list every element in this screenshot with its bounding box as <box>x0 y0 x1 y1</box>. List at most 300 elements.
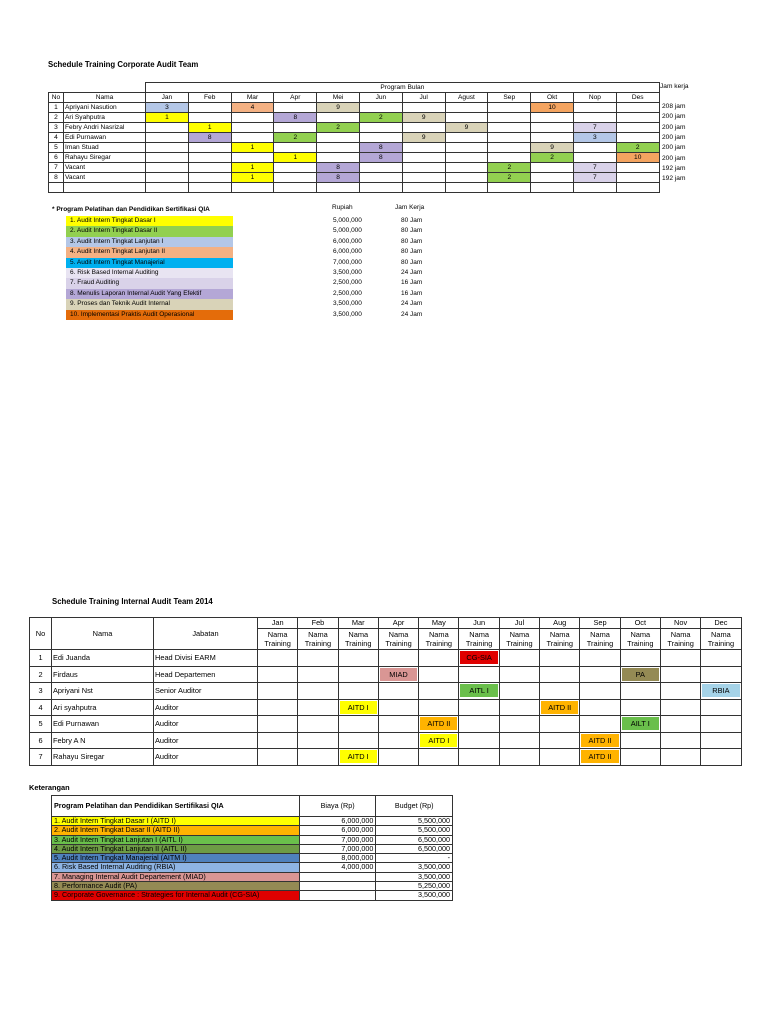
legend1-rupiah: 6,000,000 <box>333 237 362 245</box>
legend1-item: 2. Audit Intern Tingkat Dasar II <box>66 226 233 236</box>
schedule-cell <box>499 716 539 733</box>
biaya-value <box>299 891 376 900</box>
schedule-cell <box>298 732 338 749</box>
program-name: 8. Performance Audit (PA) <box>52 882 300 891</box>
schedule-cell <box>620 716 660 733</box>
row-no: 2 <box>30 666 52 683</box>
schedule-cell <box>298 650 338 667</box>
training-code-cell: 9 <box>531 143 574 153</box>
month-header-nop: Nop <box>573 93 616 103</box>
schedule-cell <box>274 143 317 153</box>
training-code-cell: 3 <box>573 133 616 143</box>
schedule-cell <box>620 699 660 716</box>
legend1-jam: 16 Jam <box>401 279 423 287</box>
empty-cell <box>616 183 659 193</box>
training-code-cell: 3 <box>146 103 189 113</box>
schedule-cell <box>298 666 338 683</box>
schedule-cell <box>378 749 418 766</box>
schedule-cell <box>338 716 378 733</box>
row-name: Vacant <box>64 163 146 173</box>
budget-value: 3,500,000 <box>376 891 453 900</box>
legend1-jam: 80 Jam <box>401 248 423 256</box>
schedule-cell <box>231 123 274 133</box>
legend1-jam: 16 Jam <box>401 289 423 297</box>
budget-table <box>51 795 453 901</box>
program-name: 9. Corporate Governance : Strategies for Internal Audit (CG-SIA) <box>52 891 300 900</box>
schedule-cell <box>258 716 298 733</box>
training-code: AITD II <box>420 717 457 730</box>
program-name: 2. Audit Intern Tingkat Dasar II (AITD II) <box>52 826 300 835</box>
col-jabatan-header: Jabatan <box>154 618 258 650</box>
col-no-header: No <box>49 93 64 103</box>
schedule-cell <box>540 749 580 766</box>
empty-cell <box>488 183 531 193</box>
program-name: 4. Audit Intern Tingkat Lanjutan II (AITL II) <box>52 844 300 853</box>
month-header-feb: Feb <box>188 93 231 103</box>
nama-training-subheader: Nama Training <box>419 629 459 650</box>
schedule1-row <box>49 133 660 143</box>
row-jabatan: Head Divisi EARM <box>154 650 258 667</box>
training-code: AITL I <box>460 684 497 697</box>
training-code-cell: 9 <box>445 123 488 133</box>
training-code-cell: 2 <box>488 163 531 173</box>
nama-training-subheader: Nama Training <box>540 629 580 650</box>
legend1-rupiah-column <box>333 216 362 320</box>
training-code-cell: 2 <box>616 143 659 153</box>
row-name: Iman Stuad <box>64 143 146 153</box>
schedule-cell <box>231 113 274 123</box>
schedule-cell <box>531 123 574 133</box>
legend1-item: 9. Proses dan Teknik Audit Internal <box>66 299 233 309</box>
empty-cell <box>49 183 64 193</box>
schedule-cell <box>188 143 231 153</box>
biaya-value: 6,000,000 <box>299 817 376 826</box>
training-code-cell: 2 <box>317 123 360 133</box>
training-code-cell: 9 <box>402 113 445 123</box>
row-no: 1 <box>30 650 52 667</box>
legend1-item: 5. Audit Intern Tingkat Manajerial <box>66 258 233 268</box>
training-code: AITD II <box>581 734 618 747</box>
schedule-cell <box>338 666 378 683</box>
schedule-cell <box>701 650 741 667</box>
schedule-cell <box>540 699 580 716</box>
schedule-cell <box>258 650 298 667</box>
row-no: 5 <box>49 143 64 153</box>
legend1-item: 3. Audit Intern Tingkat Lanjutan I <box>66 237 233 247</box>
schedule1-row <box>49 173 660 183</box>
schedule-cell <box>616 123 659 133</box>
training-code-cell: 8 <box>317 173 360 183</box>
legend1-jam: 24 Jam <box>401 269 423 277</box>
training-code: AITD I <box>340 750 377 763</box>
schedule1-row <box>49 123 660 133</box>
schedule-cell <box>258 683 298 700</box>
training-code-cell: 8 <box>274 113 317 123</box>
schedule-cell <box>573 113 616 123</box>
schedule-cell <box>531 133 574 143</box>
schedule1-row <box>49 103 660 113</box>
legend1-rupiah: 7,000,000 <box>333 258 362 266</box>
jam-kerja-value: 200 jam <box>662 154 686 162</box>
budget-value: 3,500,000 <box>376 872 453 881</box>
month-header-apr: Apr <box>378 618 418 629</box>
schedule-cell <box>419 650 459 667</box>
legend1-item: 10. Implementasi Praktis Audit Operasional <box>66 310 233 320</box>
schedule1-title: Schedule Training Corporate Audit Team <box>48 60 199 69</box>
schedule-cell <box>580 650 620 667</box>
nama-training-subheader: Nama Training <box>298 629 338 650</box>
schedule-cell <box>317 113 360 123</box>
jam-kerja-value: 192 jam <box>662 175 686 183</box>
training-code-cell: 1 <box>231 163 274 173</box>
training-code-cell: 7 <box>573 163 616 173</box>
schedule-cell <box>573 143 616 153</box>
schedule-cell <box>378 716 418 733</box>
budget-header-row <box>52 796 453 817</box>
schedule-cell <box>620 683 660 700</box>
training-code-cell: 2 <box>531 153 574 163</box>
schedule-cell <box>188 163 231 173</box>
schedule-cell <box>146 123 189 133</box>
training-code-cell: 2 <box>488 173 531 183</box>
training-code: AITD II <box>541 701 578 714</box>
training-code-cell: 8 <box>317 163 360 173</box>
legend1-jam: 80 Jam <box>401 258 423 266</box>
training-code-cell: 1 <box>146 113 189 123</box>
schedule-cell <box>445 153 488 163</box>
row-jabatan: Auditor <box>154 732 258 749</box>
row-no: 6 <box>49 153 64 163</box>
nama-training-subheader: Nama Training <box>338 629 378 650</box>
schedule2-month-row <box>30 618 742 629</box>
schedule-cell <box>359 103 402 113</box>
schedule-cell <box>402 143 445 153</box>
schedule-cell <box>445 103 488 113</box>
schedule2-row <box>30 666 742 683</box>
schedule-cell <box>378 683 418 700</box>
row-name: Vacant <box>64 173 146 183</box>
budget-row <box>52 844 453 853</box>
month-header-nov: Nov <box>660 618 700 629</box>
legend1-item: 8. Menulis Laporan Internal Audit Yang Efektif <box>66 289 233 299</box>
schedule-cell <box>616 103 659 113</box>
schedule-cell <box>188 153 231 163</box>
schedule-cell <box>620 732 660 749</box>
schedule-cell <box>531 173 574 183</box>
schedule-cell <box>402 123 445 133</box>
schedule1-row <box>49 113 660 123</box>
month-header-okt: Okt <box>531 93 574 103</box>
schedule1-empty-row <box>49 183 660 193</box>
schedule-cell <box>616 113 659 123</box>
row-no: 5 <box>30 716 52 733</box>
schedule-cell <box>378 650 418 667</box>
schedule-cell <box>620 650 660 667</box>
schedule-cell <box>459 666 499 683</box>
month-header-mei: Mei <box>317 93 360 103</box>
training-code: AITD II <box>581 750 618 763</box>
legend1-rupiah: 5,000,000 <box>333 217 362 224</box>
month-header-des: Des <box>616 93 659 103</box>
training-code-cell: 8 <box>359 153 402 163</box>
schedule1-header-row-1 <box>49 83 660 93</box>
schedule-cell <box>660 650 700 667</box>
row-no: 6 <box>30 732 52 749</box>
schedule2-title: Schedule Training Internal Audit Team 2014 <box>52 597 213 606</box>
schedule-cell <box>419 716 459 733</box>
schedule1-blank <box>64 83 146 93</box>
training-code-cell: 1 <box>188 123 231 133</box>
program-name: 1. Audit Intern Tingkat Dasar I (AITD I) <box>52 817 300 826</box>
row-name: Apriyani Nasution <box>64 103 146 113</box>
keterangan-label: Keterangan <box>29 783 70 792</box>
month-header-agust: Agust <box>445 93 488 103</box>
row-no: 7 <box>30 749 52 766</box>
schedule-cell <box>459 699 499 716</box>
schedule-cell <box>359 123 402 133</box>
schedule-cell <box>258 699 298 716</box>
schedule-cell <box>419 683 459 700</box>
schedule-cell <box>359 163 402 173</box>
budget-value: 6,500,000 <box>376 835 453 844</box>
budget-value: 5,500,000 <box>376 826 453 835</box>
training-code-cell: 1 <box>231 173 274 183</box>
row-no: 1 <box>49 103 64 113</box>
schedule1-row <box>49 143 660 153</box>
budget-row <box>52 882 453 891</box>
row-no: 3 <box>30 683 52 700</box>
schedule-cell <box>298 699 338 716</box>
schedule-cell <box>298 749 338 766</box>
legend1-rupiah: 3,500,000 <box>333 300 362 308</box>
schedule-cell <box>146 133 189 143</box>
legend1-item: 1. Audit Intern Tingkat Dasar I <box>66 216 233 226</box>
schedule-cell <box>660 716 700 733</box>
schedule-cell <box>499 666 539 683</box>
budget-row <box>52 817 453 826</box>
training-code: AILT I <box>622 717 659 730</box>
schedule-cell <box>258 666 298 683</box>
month-header-aug: Aug <box>540 618 580 629</box>
jam-kerja-header: Jam kerja <box>660 83 689 90</box>
training-code-cell: 2 <box>359 113 402 123</box>
month-header-may: May <box>419 618 459 629</box>
training-code-cell: 10 <box>616 153 659 163</box>
schedule-cell <box>459 749 499 766</box>
month-header-mar: Mar <box>338 618 378 629</box>
jam-kerja-value: 200 jam <box>662 113 686 121</box>
training-code: RBIA <box>702 684 739 697</box>
budget-row <box>52 863 453 872</box>
training-code-cell: 4 <box>231 103 274 113</box>
row-name: Febry Andri Nasrizal <box>64 123 146 133</box>
jam-kerja-value: 200 jam <box>662 144 686 152</box>
schedule2-row <box>30 650 742 667</box>
schedule-cell <box>298 716 338 733</box>
schedule-cell <box>701 683 741 700</box>
nama-training-subheader: Nama Training <box>701 629 741 650</box>
legend1-jam-column <box>401 216 422 320</box>
month-header-dec: Dec <box>701 618 741 629</box>
schedule-cell <box>419 699 459 716</box>
schedule-cell <box>274 123 317 133</box>
biaya-value: 7,000,000 <box>299 835 376 844</box>
schedule-cell <box>531 163 574 173</box>
budget-header: Budget (Rp) <box>376 796 453 817</box>
month-header-jan: Jan <box>146 93 189 103</box>
schedule-cell <box>378 666 418 683</box>
schedule-cell <box>402 153 445 163</box>
month-header-apr: Apr <box>274 93 317 103</box>
schedule-cell <box>419 749 459 766</box>
month-header-jul: Jul <box>402 93 445 103</box>
budget-value: 5,250,000 <box>376 882 453 891</box>
empty-cell <box>231 183 274 193</box>
schedule-cell <box>317 153 360 163</box>
schedule-cell <box>402 103 445 113</box>
legend1-item: 6. Risk Based Internal Auditing <box>66 268 233 278</box>
schedule2-table <box>29 617 742 766</box>
schedule-cell <box>459 716 499 733</box>
row-name: Edi Purnawan <box>64 133 146 143</box>
schedule-cell <box>378 699 418 716</box>
row-jabatan: Auditor <box>154 716 258 733</box>
budget-row <box>52 854 453 863</box>
schedule-cell <box>338 732 378 749</box>
schedule-cell <box>580 716 620 733</box>
schedule2-row <box>30 749 742 766</box>
schedule-cell <box>359 133 402 143</box>
schedule-cell <box>499 732 539 749</box>
row-jabatan: Auditor <box>154 699 258 716</box>
schedule-cell <box>338 650 378 667</box>
schedule-cell <box>660 683 700 700</box>
legend1-rupiah: 2,500,000 <box>333 289 362 297</box>
nama-training-subheader: Nama Training <box>258 629 298 650</box>
schedule-cell <box>419 666 459 683</box>
legend1-item: 7. Fraud Auditing <box>66 278 233 288</box>
schedule-cell <box>317 133 360 143</box>
row-name: Rahayu Siregar <box>52 749 154 766</box>
schedule-cell <box>188 113 231 123</box>
schedule-cell <box>146 163 189 173</box>
legend1-rupiah: 6,000,000 <box>333 248 362 256</box>
schedule-cell <box>580 666 620 683</box>
schedule-cell <box>701 699 741 716</box>
schedule-cell <box>274 163 317 173</box>
nama-training-subheader: Nama Training <box>459 629 499 650</box>
legend1-item: 4. Audit Intern Tingkat Lanjutan II <box>66 247 233 257</box>
schedule-cell <box>531 113 574 123</box>
schedule-cell <box>616 173 659 183</box>
month-header-feb: Feb <box>298 618 338 629</box>
schedule2-row <box>30 732 742 749</box>
training-code-cell: 7 <box>573 173 616 183</box>
month-header-jun: Jun <box>459 618 499 629</box>
legend1-jam: 80 Jam <box>401 237 423 245</box>
schedule-cell <box>701 749 741 766</box>
schedule-cell <box>445 133 488 143</box>
empty-cell <box>445 183 488 193</box>
legend1-rupiah: 3,500,000 <box>333 310 362 318</box>
biaya-value <box>299 872 376 881</box>
schedule-cell <box>402 173 445 183</box>
row-no: 3 <box>49 123 64 133</box>
nama-training-subheader: Nama Training <box>499 629 539 650</box>
schedule-cell <box>701 732 741 749</box>
training-code-cell: 2 <box>274 133 317 143</box>
row-no: 8 <box>49 173 64 183</box>
biaya-value: 4,000,000 <box>299 863 376 872</box>
month-header-oct: Oct <box>620 618 660 629</box>
legend1-jam: 80 Jam <box>401 217 423 224</box>
biaya-header: Biaya (Rp) <box>299 796 376 817</box>
empty-cell <box>64 183 146 193</box>
schedule-cell <box>274 103 317 113</box>
schedule-cell <box>499 699 539 716</box>
empty-cell <box>317 183 360 193</box>
training-code: AITD I <box>340 701 377 714</box>
schedule-cell <box>660 666 700 683</box>
schedule-cell <box>338 749 378 766</box>
row-no: 2 <box>49 113 64 123</box>
schedule-cell <box>298 683 338 700</box>
schedule-cell <box>616 163 659 173</box>
schedule-cell <box>459 732 499 749</box>
row-name: Ari syahputra <box>52 699 154 716</box>
schedule1-blank <box>49 83 64 93</box>
schedule-cell <box>499 749 539 766</box>
month-header-sep: Sep <box>580 618 620 629</box>
training-code-cell: 1 <box>231 143 274 153</box>
rupiah-header: Rupiah <box>332 204 353 211</box>
jam-kerja-value: 200 jam <box>662 134 686 142</box>
schedule-cell <box>231 133 274 143</box>
schedule-cell <box>540 666 580 683</box>
schedule1-row <box>49 163 660 173</box>
program-name: 7. Managing Internal Audit Departement (MIAD) <box>52 872 300 881</box>
schedule-cell <box>540 732 580 749</box>
row-name: Firdaus <box>52 666 154 683</box>
budget-row <box>52 826 453 835</box>
col-nama-header: Nama <box>52 618 154 650</box>
row-name: Apriyani Nst <box>52 683 154 700</box>
biaya-value: 6,000,000 <box>299 826 376 835</box>
schedule-cell <box>188 103 231 113</box>
schedule-cell <box>146 173 189 183</box>
training-code-cell: 7 <box>573 123 616 133</box>
schedule2-row <box>30 683 742 700</box>
empty-cell <box>188 183 231 193</box>
row-no: 4 <box>49 133 64 143</box>
schedule-cell <box>620 749 660 766</box>
month-header-jan: Jan <box>258 618 298 629</box>
schedule-cell <box>701 716 741 733</box>
schedule-cell <box>231 153 274 163</box>
schedule-cell <box>580 749 620 766</box>
schedule-cell <box>445 113 488 123</box>
budget-row <box>52 872 453 881</box>
schedule-cell <box>499 650 539 667</box>
col-no-header: No <box>30 618 52 650</box>
training-code-cell: 9 <box>402 133 445 143</box>
program-name: 6. Risk Based Internal Auditing (RBIA) <box>52 863 300 872</box>
legend1-rupiah: 3,500,000 <box>333 269 362 277</box>
nama-training-subheader: Nama Training <box>378 629 418 650</box>
month-header-mar: Mar <box>231 93 274 103</box>
nama-training-subheader: Nama Training <box>580 629 620 650</box>
schedule1-row <box>49 153 660 163</box>
